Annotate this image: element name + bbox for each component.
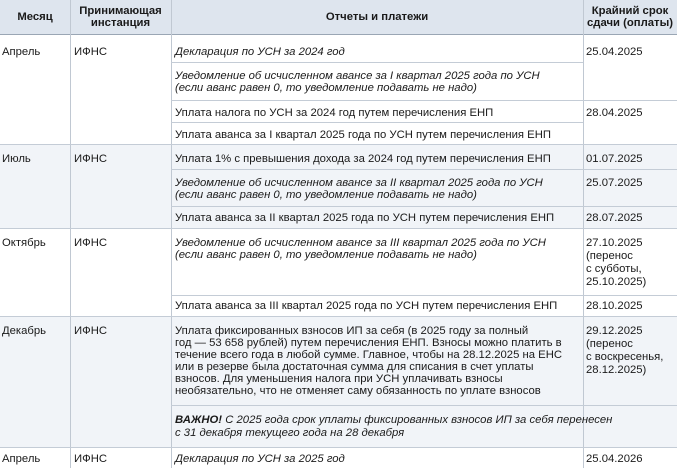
report-cell: Декларация по УСН за 2025 год: [175, 453, 345, 465]
report-paragraph-line: течение всего года в любой сумме. Главное, чтобы на 28.12.2025 на ЕНС: [175, 349, 563, 361]
report-cell-note: (если аванс равен 0, то уведомление подавать не надо): [175, 82, 477, 94]
grid-hline: [171, 122, 583, 123]
grid-hline: [0, 316, 677, 317]
grid-hline: [0, 228, 677, 229]
grid-hline: [0, 144, 677, 145]
grid-hline: [171, 206, 677, 207]
report-cell: Декларация по УСН за 2024 год: [175, 46, 345, 58]
deadline-cell-note: 25.10.2025): [586, 276, 647, 288]
report-cell: Уплата аванса за III квартал 2025 года по УСН путем перечисления ЕНП: [175, 300, 558, 312]
deadline-cell: 25.04.2025: [586, 46, 643, 58]
grid-hline: [171, 100, 677, 101]
report-cell: Уплата аванса за I квартал 2025 года по УСН путем перечисления ЕНП: [175, 129, 551, 141]
report-cell: Уплата налога по УСН за 2024 год путем перечисления ЕНП: [175, 107, 494, 119]
report-paragraph-line: или в резерве была достаточная сумма для списания в счет уплаты: [175, 361, 534, 373]
grid-hline: [171, 62, 583, 63]
report-cell: Уплата 1% с превышения дохода за 2024 год путем перечисления ЕНП: [175, 153, 551, 165]
deadline-cell-note: (перенос: [586, 338, 633, 350]
month-cell: Декабрь: [2, 325, 47, 337]
report-cell: Уведомление об исчисленном авансе за II квартал 2025 года по УСН: [175, 177, 543, 189]
report-cell-note: (если аванс равен 0, то уведомление подавать не надо): [175, 249, 477, 261]
deadline-cell: 28.07.2025: [586, 212, 643, 224]
header-reports: Отчеты и платежи: [325, 11, 429, 23]
grid-hline: [171, 295, 677, 296]
month-cell: Октябрь: [2, 237, 46, 249]
deadline-cell-note: с субботы,: [586, 263, 642, 275]
deadline-cell-note: 28.12.2025): [586, 364, 647, 376]
month-cell: Апрель: [2, 453, 41, 465]
deadline-cell: 29.12.2025: [586, 325, 643, 337]
report-cell-note: (если аванс равен 0, то уведомление подавать не надо): [175, 189, 477, 201]
report-paragraph-line: год — 53 658 рублей) путем перечисления ЕНП. Взносы можно платить в: [175, 337, 562, 349]
important-note: [175, 414, 612, 426]
authority-cell: ИФНС: [74, 325, 108, 337]
grid-vline: [583, 0, 584, 468]
grid-hline: [0, 447, 677, 448]
report-paragraph-line: необязательно, что не отменяет саму обязанность по уплате взносов: [175, 385, 541, 397]
report-paragraph-line: Уплата фиксированных взносов ИП за себя (в 2025 году за полный: [175, 325, 529, 337]
report-cell: Уведомление об исчисленном авансе за I квартал 2025 года по УСН: [175, 70, 540, 82]
report-paragraph-line: взносов. Для уменьшения налога при УСН уплачивать взносы: [175, 373, 503, 385]
deadline-cell: 27.10.2025: [586, 237, 643, 249]
month-cell: Апрель: [2, 46, 41, 58]
authority-cell: ИФНС: [74, 453, 108, 465]
deadline-cell: 28.04.2025: [586, 107, 643, 119]
deadline-cell: 25.07.2025: [586, 177, 643, 189]
grid-hline: [171, 169, 677, 170]
header-deadline: Крайний срок сдачи (оплаты): [587, 5, 673, 29]
deadline-cell: 28.10.2025: [586, 300, 643, 312]
header-authority: Принимающая инстанция: [79, 5, 162, 29]
deadline-cell-note: (перенос: [586, 250, 633, 262]
important-text: С 2025 года срок уплаты фиксированных взносов ИП за себя перенесен: [222, 414, 613, 426]
grid-hline: [171, 405, 677, 406]
report-cell: Уплата аванса за II квартал 2025 года по УСН путем перечисления ЕНП: [175, 212, 555, 224]
deadline-cell-note: с воскресенья,: [586, 351, 664, 363]
important-label: ВАЖНО!: [175, 414, 223, 426]
month-cell: Июль: [2, 153, 31, 165]
deadline-cell: 01.07.2025: [586, 153, 643, 165]
authority-cell: ИФНС: [74, 153, 108, 165]
deadline-cell: 25.04.2026: [586, 453, 643, 465]
important-note-line2: с 31 декабря текущего года на 28 декабря: [175, 427, 405, 439]
authority-cell: ИФНС: [74, 46, 108, 58]
grid-vline: [171, 0, 172, 468]
header-month: Месяц: [17, 11, 53, 23]
report-cell: Уведомление об исчисленном авансе за III квартал 2025 года по УСН: [175, 237, 546, 249]
grid-vline: [70, 0, 71, 468]
authority-cell: ИФНС: [74, 237, 108, 249]
